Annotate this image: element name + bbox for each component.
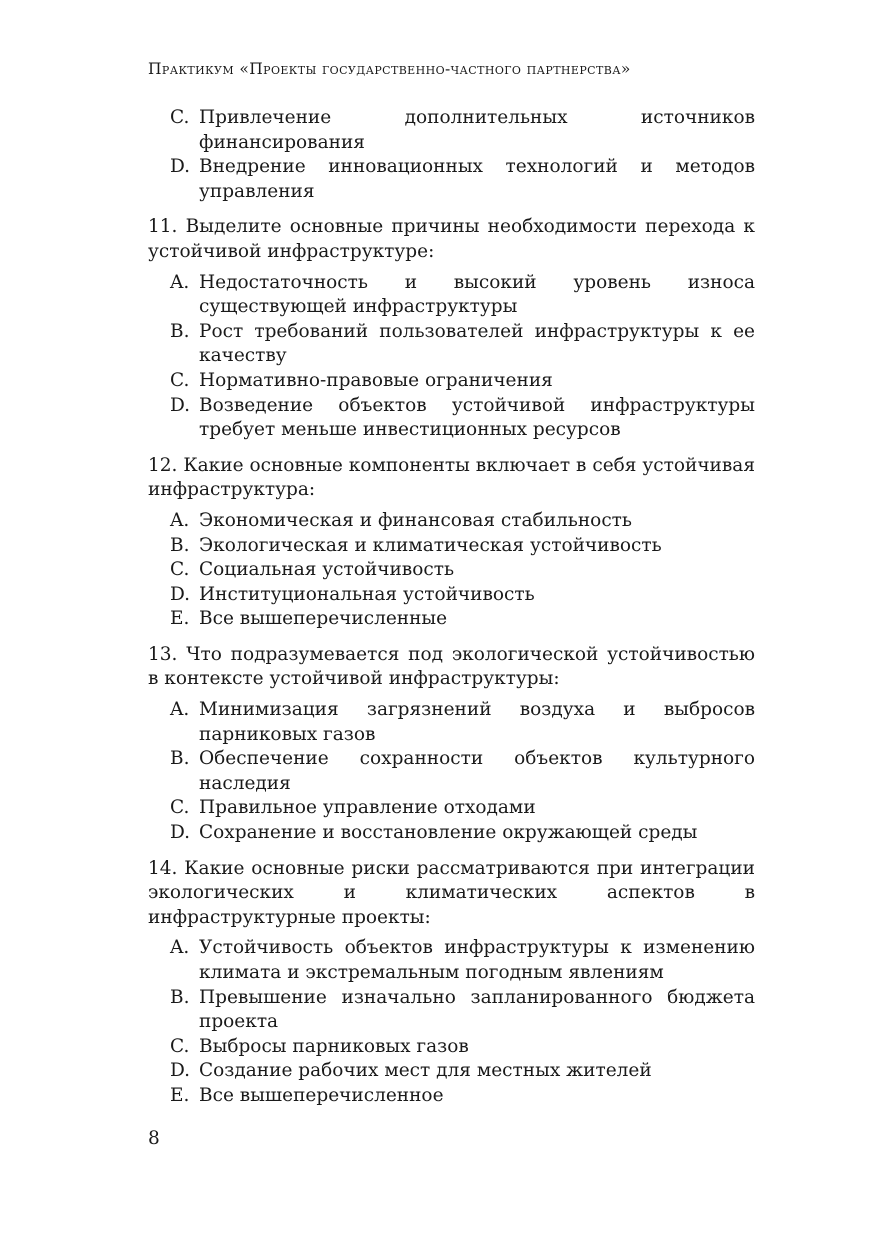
option-item — [148, 558, 755, 583]
option-text: Возведение объектов устойчивой инфраструктуры требует меньше инвестиционных ресурсов — [199, 394, 755, 441]
option-letter: C. — [170, 1035, 190, 1057]
option-item — [148, 821, 755, 846]
option-letter: A. — [170, 937, 190, 959]
option-letter: C. — [170, 559, 190, 581]
option-letter: E. — [170, 1084, 190, 1106]
option-letter: C. — [170, 797, 190, 819]
option-letter: A. — [170, 699, 190, 721]
option-text: Экологическая и климатическая устойчивость — [199, 534, 662, 556]
option-letter: C. — [170, 369, 190, 391]
continued-option-list — [148, 106, 755, 204]
running-header: Практикум «Проекты государственно-частного партнерства» — [148, 60, 631, 78]
option-list — [148, 698, 755, 846]
option-text: Сохранение и восстановление окружающей среды — [199, 822, 698, 844]
page-content — [148, 106, 755, 1109]
option-item — [148, 106, 755, 155]
option-letter: A. — [170, 271, 190, 293]
option-text: Привлечение дополнительных источников финансирования — [199, 107, 755, 153]
option-item — [148, 1059, 755, 1084]
option-text: Минимизация загрязнений воздуха и выбросов парниковых газов — [199, 699, 755, 745]
option-text: Экономическая и финансовая стабильность — [199, 509, 632, 531]
option-letter: A. — [170, 509, 190, 531]
option-text: Превышение изначально запланированного бюджета проекта — [199, 986, 755, 1033]
option-item — [148, 534, 755, 559]
option-text: Все вышеперечисленное — [199, 1084, 444, 1106]
option-text: Недостаточность и высокий уровень износа существующей инфраструктуры — [199, 271, 755, 318]
question-14 — [148, 857, 755, 1109]
option-text: Рост требований пользователей инфраструктуры к ее качеству — [199, 320, 755, 367]
option-letter: D. — [170, 394, 191, 416]
question-text: 14. Какие основные риски рассматриваются при интеграции экологических и климатических аспектов в инфраструктурные проекты: — [148, 857, 755, 928]
option-list — [148, 509, 755, 632]
option-item — [148, 509, 755, 534]
option-item — [148, 747, 755, 796]
question-text: 11. Выделите основные причины необходимости перехода к устойчивой инфраструктуре: — [148, 216, 755, 262]
option-item — [148, 986, 755, 1035]
option-letter: E. — [170, 608, 190, 630]
option-text: Нормативно-правовые ограничения — [199, 369, 553, 391]
question-12 — [148, 454, 755, 632]
option-item — [148, 607, 755, 632]
option-item — [148, 796, 755, 821]
option-item — [148, 1084, 755, 1109]
option-text: Институциональная устойчивость — [199, 583, 535, 605]
option-letter: B. — [170, 748, 190, 770]
question-11 — [148, 215, 755, 442]
option-text: Создание рабочих мест для местных жителей — [199, 1060, 652, 1082]
option-letter: D. — [170, 583, 191, 605]
option-list — [148, 271, 755, 443]
option-item — [148, 583, 755, 608]
option-text: Все вышеперечисленные — [199, 608, 448, 630]
option-text: Социальная устойчивость — [199, 559, 455, 581]
page-number: 8 — [148, 1128, 160, 1149]
option-item — [148, 320, 755, 369]
option-item — [148, 394, 755, 443]
option-item — [148, 369, 755, 394]
option-text: Внедрение инновационных технологий и методов управления — [199, 156, 755, 202]
option-item — [148, 936, 755, 985]
option-text: Выбросы парниковых газов — [199, 1035, 469, 1057]
option-letter: D. — [170, 1060, 191, 1082]
option-item — [148, 155, 755, 204]
option-text: Обеспечение сохранности объектов культурного наследия — [199, 748, 755, 794]
option-letter: D. — [170, 822, 191, 844]
option-letter: B. — [170, 320, 190, 342]
option-item — [148, 271, 755, 320]
question-13 — [148, 643, 755, 846]
option-text: Правильное управление отходами — [199, 797, 536, 819]
option-list — [148, 936, 755, 1108]
option-item — [148, 698, 755, 747]
question-text: 13. Что подразумевается под экологической устойчивостью в контексте устойчивой инфраструктуры: — [148, 643, 755, 690]
question-text: 12. Какие основные компоненты включает в себя устойчивая инфраструктура: — [148, 454, 755, 501]
option-text: Устойчивость объектов инфраструктуры к изменению климата и экстремальным погодным явлениям — [199, 937, 755, 983]
option-letter: B. — [170, 534, 190, 556]
option-item — [148, 1035, 755, 1060]
option-letter: D. — [170, 156, 191, 178]
option-letter: B. — [170, 986, 190, 1008]
option-letter: C. — [170, 107, 190, 128]
